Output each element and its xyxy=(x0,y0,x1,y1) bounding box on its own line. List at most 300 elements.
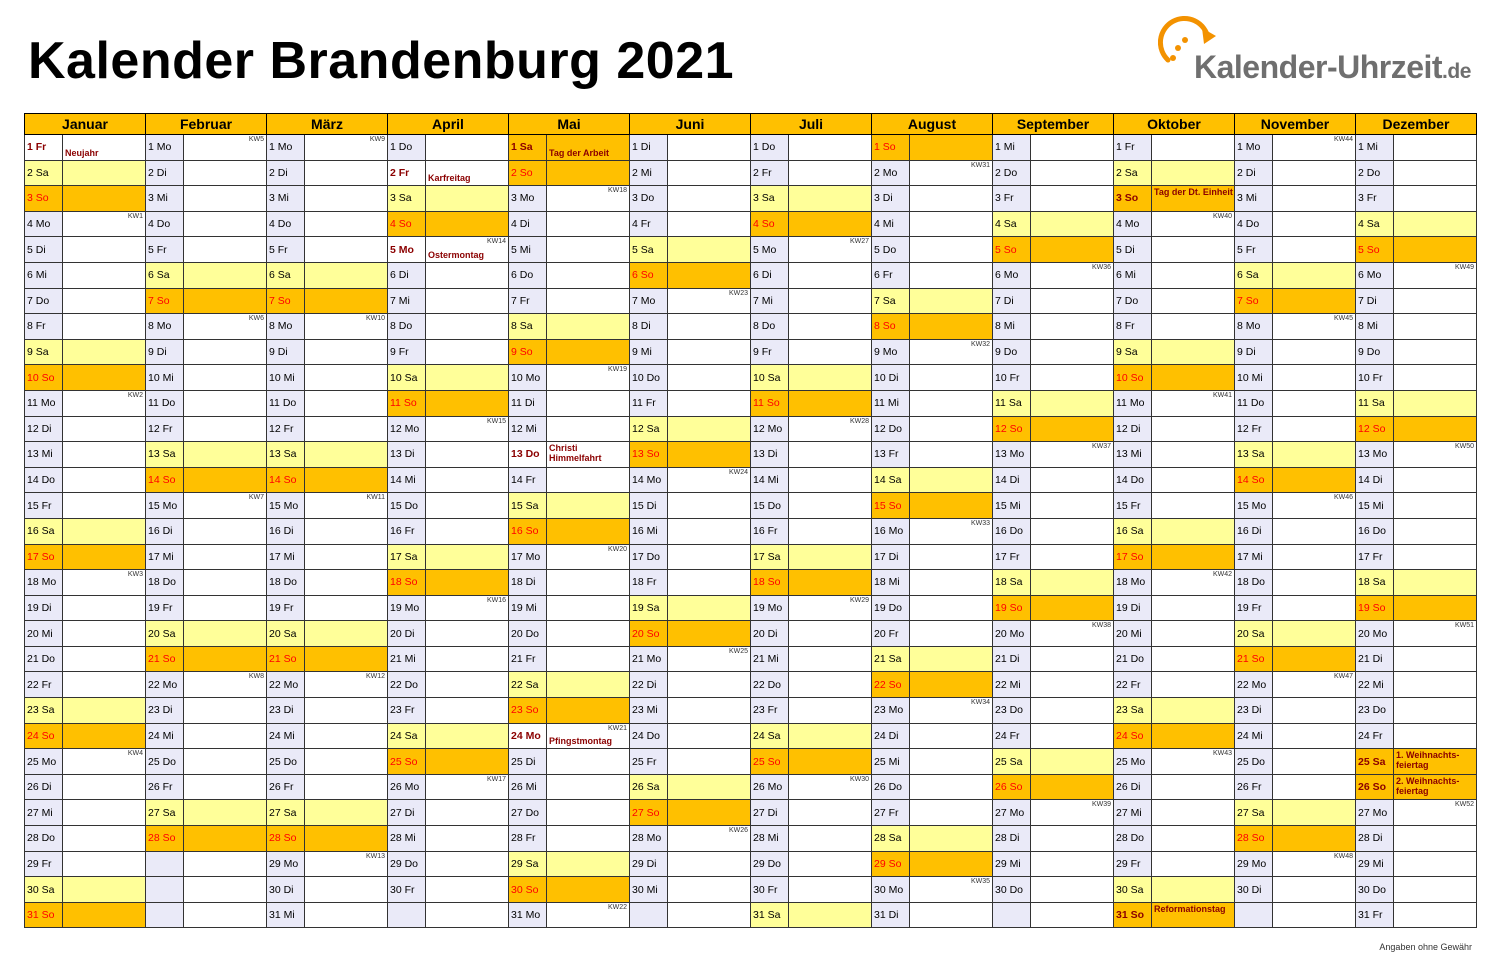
day-cell xyxy=(751,672,789,698)
day-cell xyxy=(993,237,1031,263)
day-cell xyxy=(509,211,547,237)
day-cell xyxy=(388,288,426,314)
day-label: 26 So xyxy=(995,781,1023,794)
day-cell xyxy=(388,365,426,391)
day-label: 7 Mi xyxy=(753,294,773,307)
day-cell xyxy=(25,826,63,852)
day-cell xyxy=(1114,518,1152,544)
brand-logo[interactable] xyxy=(1158,16,1478,92)
day-label: 13 Mi xyxy=(1116,448,1142,461)
day-cell xyxy=(1235,442,1273,468)
event-cell xyxy=(910,621,993,647)
day-label: 13 Mo xyxy=(995,448,1025,461)
day-label: 24 Sa xyxy=(753,729,781,742)
day-label: 17 So xyxy=(27,550,55,563)
day-cell xyxy=(630,749,668,775)
day-cell xyxy=(993,262,1031,288)
empty-day-cell xyxy=(146,851,184,877)
event-cell xyxy=(63,211,146,237)
event-cell xyxy=(547,442,630,468)
event-cell xyxy=(1031,467,1114,493)
day-label: 1 Do xyxy=(753,141,776,154)
day-cell xyxy=(751,621,789,647)
event-cell xyxy=(547,698,630,724)
day-row xyxy=(25,698,1477,724)
event-cell xyxy=(1394,186,1477,212)
day-cell xyxy=(993,570,1031,596)
event-cell xyxy=(789,237,872,263)
day-label: 28 Mi xyxy=(753,832,779,845)
event-cell xyxy=(305,135,388,161)
day-label: 29 So xyxy=(874,857,902,870)
day-cell xyxy=(872,262,910,288)
week-number: KW19 xyxy=(607,366,627,374)
day-label: 16 Di xyxy=(269,525,294,538)
day-cell xyxy=(751,467,789,493)
day-cell xyxy=(25,211,63,237)
day-cell xyxy=(993,493,1031,519)
day-cell xyxy=(388,851,426,877)
day-cell xyxy=(751,314,789,340)
day-label: 3 Sa xyxy=(390,192,412,205)
day-label: 3 Sa xyxy=(753,192,775,205)
event-cell xyxy=(547,262,630,288)
event-cell xyxy=(1394,135,1477,161)
day-label: 6 Mo xyxy=(995,269,1019,282)
day-cell xyxy=(630,877,668,903)
event-cell xyxy=(1152,416,1235,442)
day-cell xyxy=(146,339,184,365)
day-label: 27 Mo xyxy=(1358,806,1388,819)
day-cell xyxy=(1114,416,1152,442)
day-label: 10 Do xyxy=(632,371,661,384)
day-cell xyxy=(25,570,63,596)
week-number: KW11 xyxy=(366,494,385,502)
event-cell xyxy=(910,749,993,775)
day-cell xyxy=(267,339,305,365)
day-label: 28 Mo xyxy=(632,832,662,845)
day-row xyxy=(25,851,1477,877)
event-cell xyxy=(426,646,509,672)
day-cell xyxy=(1235,774,1273,800)
day-cell xyxy=(1235,544,1273,570)
event-cell xyxy=(1273,493,1356,519)
day-cell xyxy=(25,237,63,263)
event-cell xyxy=(305,800,388,826)
day-cell xyxy=(267,672,305,698)
day-cell xyxy=(25,518,63,544)
event-cell xyxy=(547,749,630,775)
day-cell xyxy=(1235,288,1273,314)
day-cell xyxy=(25,339,63,365)
day-label: 16 Do xyxy=(1358,525,1387,538)
day-cell xyxy=(1114,621,1152,647)
event-cell xyxy=(789,621,872,647)
day-label: 14 So xyxy=(1237,474,1265,487)
event-cell xyxy=(1031,314,1114,340)
day-label: 27 Mi xyxy=(27,806,53,819)
event-cell xyxy=(668,621,751,647)
day-label: 20 Di xyxy=(390,627,415,640)
event-cell xyxy=(910,595,993,621)
event-cell xyxy=(1394,339,1477,365)
day-cell xyxy=(993,518,1031,544)
event-cell xyxy=(184,314,267,340)
week-number: KW13 xyxy=(365,852,385,860)
day-cell xyxy=(146,135,184,161)
week-number: KW15 xyxy=(486,417,506,425)
day-label: 5 Fr xyxy=(148,243,167,256)
day-label: 13 Mi xyxy=(27,448,53,461)
event-cell xyxy=(547,339,630,365)
event-cell xyxy=(63,595,146,621)
day-cell xyxy=(751,826,789,852)
day-cell xyxy=(25,442,63,468)
day-label: 8 Do xyxy=(753,320,776,333)
day-label: 8 Mo xyxy=(269,320,293,333)
event-cell xyxy=(1031,749,1114,775)
day-label: 8 Fr xyxy=(1116,320,1135,333)
day-label: 22 Do xyxy=(753,678,782,691)
event-cell xyxy=(305,467,388,493)
day-label: 17 So xyxy=(1116,550,1144,563)
day-cell xyxy=(25,288,63,314)
event-cell xyxy=(1394,698,1477,724)
day-label: 4 Sa xyxy=(1358,218,1380,231)
day-label: 19 So xyxy=(995,601,1023,614)
day-cell xyxy=(267,365,305,391)
day-label: 27 Mo xyxy=(995,806,1025,819)
day-label: 19 Mo xyxy=(390,601,420,614)
day-cell xyxy=(146,390,184,416)
event-cell xyxy=(63,877,146,903)
event-cell xyxy=(1394,518,1477,544)
day-cell xyxy=(751,186,789,212)
day-cell xyxy=(872,186,910,212)
event-cell xyxy=(1394,672,1477,698)
day-label: 4 So xyxy=(390,218,412,231)
day-cell xyxy=(388,467,426,493)
day-label: 31 Di xyxy=(874,909,899,922)
event-cell xyxy=(1152,800,1235,826)
day-label: 26 Do xyxy=(874,781,903,794)
day-cell xyxy=(993,646,1031,672)
day-label: 27 Do xyxy=(511,806,540,819)
day-cell xyxy=(1356,416,1394,442)
page-title: Kalender Brandenburg 2021 xyxy=(28,32,735,90)
day-label: 10 Mi xyxy=(1237,371,1263,384)
day-label: 27 Mi xyxy=(1116,806,1142,819)
event-cell xyxy=(547,467,630,493)
holiday-label: Reformationstag xyxy=(1154,903,1226,914)
event-cell xyxy=(305,646,388,672)
day-label: 22 Mi xyxy=(1358,678,1384,691)
day-label: 10 Fr xyxy=(1358,371,1383,384)
day-cell xyxy=(1235,800,1273,826)
day-label: 2 Di xyxy=(269,166,288,179)
day-label: 12 So xyxy=(995,422,1023,435)
day-label: 15 Fr xyxy=(27,499,52,512)
event-cell xyxy=(1152,570,1235,596)
day-cell xyxy=(872,211,910,237)
day-cell xyxy=(1356,160,1394,186)
event-cell xyxy=(63,186,146,212)
day-label: 26 Fr xyxy=(1237,781,1262,794)
day-row xyxy=(25,314,1477,340)
day-label: 31 So xyxy=(1116,909,1145,922)
event-cell xyxy=(1394,262,1477,288)
week-number: KW17 xyxy=(486,775,506,783)
day-cell xyxy=(1356,186,1394,212)
event-cell xyxy=(305,877,388,903)
day-cell xyxy=(872,442,910,468)
day-cell xyxy=(1356,518,1394,544)
event-cell xyxy=(184,621,267,647)
day-label: 1 Sa xyxy=(511,141,533,154)
day-label: 21 Mo xyxy=(632,653,662,666)
event-cell xyxy=(305,493,388,519)
day-cell xyxy=(25,877,63,903)
day-label: 18 So xyxy=(390,576,418,589)
day-cell xyxy=(872,621,910,647)
day-label: 7 Do xyxy=(1116,294,1139,307)
day-cell xyxy=(1114,800,1152,826)
day-label: 3 Do xyxy=(632,192,655,205)
event-cell xyxy=(910,544,993,570)
day-cell xyxy=(1114,570,1152,596)
event-cell xyxy=(1273,135,1356,161)
event-cell xyxy=(63,544,146,570)
day-label: 1 Fr xyxy=(1116,141,1135,154)
event-cell xyxy=(305,749,388,775)
day-label: 4 Fr xyxy=(632,218,651,231)
day-label: 25 So xyxy=(753,755,781,768)
event-cell xyxy=(1152,877,1235,903)
day-label: 1 Mo xyxy=(1237,141,1261,154)
event-cell xyxy=(184,186,267,212)
day-label: 17 Fr xyxy=(1358,550,1383,563)
event-cell xyxy=(1394,749,1477,775)
week-number: KW1 xyxy=(127,212,143,220)
day-cell xyxy=(509,621,547,647)
day-cell xyxy=(630,800,668,826)
day-cell xyxy=(1114,211,1152,237)
day-cell xyxy=(1235,314,1273,340)
day-label: 18 So xyxy=(753,576,781,589)
day-cell xyxy=(630,595,668,621)
day-cell xyxy=(993,698,1031,724)
event-cell xyxy=(1152,186,1235,212)
day-label: 3 Mi xyxy=(1237,192,1257,205)
week-number: KW18 xyxy=(607,187,627,195)
month-header: August xyxy=(872,114,993,135)
day-label: 4 Di xyxy=(511,218,530,231)
event-cell xyxy=(426,851,509,877)
day-cell xyxy=(751,262,789,288)
day-cell xyxy=(872,237,910,263)
day-cell xyxy=(751,774,789,800)
day-cell xyxy=(25,390,63,416)
day-label: 23 Do xyxy=(995,704,1024,717)
day-label: 12 Mo xyxy=(753,422,783,435)
day-label: 19 Mi xyxy=(511,601,537,614)
day-label: 5 Fr xyxy=(1237,243,1256,256)
event-cell xyxy=(910,646,993,672)
day-cell xyxy=(1114,723,1152,749)
holiday-label: 2. Weihnachts-feiertag xyxy=(1396,775,1460,796)
day-label: 21 So xyxy=(1237,653,1265,666)
day-label: 20 Mo xyxy=(995,627,1025,640)
day-cell xyxy=(1235,595,1273,621)
day-row xyxy=(25,365,1477,391)
event-cell xyxy=(184,570,267,596)
event-cell xyxy=(1152,851,1235,877)
day-label: 20 Do xyxy=(511,627,540,640)
day-label: 14 So xyxy=(148,474,176,487)
day-row xyxy=(25,160,1477,186)
day-label: 29 Fr xyxy=(27,857,52,870)
day-row xyxy=(25,544,1477,570)
event-cell xyxy=(1152,390,1235,416)
day-cell xyxy=(993,467,1031,493)
event-cell xyxy=(1273,314,1356,340)
event-cell xyxy=(668,135,751,161)
event-cell xyxy=(789,774,872,800)
day-row xyxy=(25,774,1477,800)
day-label: 25 Mo xyxy=(1116,755,1146,768)
day-cell xyxy=(1235,570,1273,596)
event-cell xyxy=(1031,621,1114,647)
day-cell xyxy=(751,851,789,877)
day-label: 25 Di xyxy=(511,755,536,768)
day-cell xyxy=(1114,698,1152,724)
day-cell xyxy=(146,160,184,186)
day-cell xyxy=(993,826,1031,852)
day-label: 11 Do xyxy=(148,397,176,410)
day-cell xyxy=(509,186,547,212)
event-cell xyxy=(426,442,509,468)
day-cell xyxy=(872,288,910,314)
day-label: 22 Fr xyxy=(27,678,52,691)
day-cell xyxy=(509,416,547,442)
event-cell xyxy=(910,723,993,749)
day-cell xyxy=(630,621,668,647)
day-cell xyxy=(630,365,668,391)
day-cell xyxy=(509,672,547,698)
event-cell xyxy=(668,826,751,852)
day-cell xyxy=(388,186,426,212)
day-label: 7 Sa xyxy=(874,294,896,307)
event-cell xyxy=(305,160,388,186)
day-label: 6 So xyxy=(632,269,654,282)
day-label: 17 Fr xyxy=(995,550,1020,563)
day-cell xyxy=(509,723,547,749)
event-cell xyxy=(668,186,751,212)
day-cell xyxy=(751,877,789,903)
event-cell xyxy=(305,518,388,544)
day-cell xyxy=(751,646,789,672)
event-cell xyxy=(63,672,146,698)
event-cell xyxy=(547,544,630,570)
day-cell xyxy=(630,570,668,596)
day-cell xyxy=(267,595,305,621)
week-number: KW36 xyxy=(1091,263,1111,271)
day-label: 24 Di xyxy=(874,729,899,742)
day-cell xyxy=(872,672,910,698)
day-label: 2 Di xyxy=(148,166,167,179)
event-cell xyxy=(910,186,993,212)
event-cell xyxy=(668,493,751,519)
event-cell xyxy=(184,544,267,570)
day-cell xyxy=(1114,493,1152,519)
event-cell xyxy=(547,621,630,647)
day-cell xyxy=(267,416,305,442)
empty-day-cell xyxy=(146,902,184,928)
event-cell xyxy=(1031,570,1114,596)
day-cell xyxy=(751,493,789,519)
week-number: KW23 xyxy=(728,289,748,297)
event-cell xyxy=(668,672,751,698)
day-label: 27 Sa xyxy=(148,806,176,819)
day-label: 1 Mi xyxy=(995,141,1015,154)
event-cell xyxy=(789,826,872,852)
event-cell xyxy=(426,288,509,314)
event-cell xyxy=(426,262,509,288)
day-cell xyxy=(751,723,789,749)
day-label: 30 Do xyxy=(1358,883,1387,896)
day-label: 9 Fr xyxy=(753,346,772,359)
day-cell xyxy=(872,135,910,161)
month-header: November xyxy=(1235,114,1356,135)
day-label: 10 Sa xyxy=(390,371,418,384)
day-label: 28 So xyxy=(269,832,297,845)
day-label: 12 Di xyxy=(1116,422,1141,435)
event-cell xyxy=(1152,262,1235,288)
day-cell xyxy=(509,314,547,340)
day-label: 16 Fr xyxy=(753,525,778,538)
event-cell xyxy=(1152,160,1235,186)
day-cell xyxy=(146,467,184,493)
day-cell xyxy=(267,211,305,237)
day-cell xyxy=(509,339,547,365)
event-cell xyxy=(1273,749,1356,775)
day-cell xyxy=(25,698,63,724)
day-label: 30 Mi xyxy=(632,883,658,896)
event-cell xyxy=(184,467,267,493)
day-cell xyxy=(1114,390,1152,416)
day-label: 18 Mo xyxy=(1116,576,1146,589)
day-label: 30 Sa xyxy=(27,883,55,896)
day-label: 20 Mi xyxy=(27,627,53,640)
day-label: 26 Mo xyxy=(753,781,783,794)
event-cell xyxy=(426,518,509,544)
event-cell xyxy=(63,314,146,340)
year-calendar-table xyxy=(24,113,1477,928)
week-number: KW35 xyxy=(970,878,990,886)
day-cell xyxy=(509,595,547,621)
day-cell xyxy=(509,774,547,800)
event-cell xyxy=(1031,851,1114,877)
day-cell xyxy=(509,467,547,493)
event-cell xyxy=(184,698,267,724)
day-cell xyxy=(146,288,184,314)
day-label: 24 Mo xyxy=(511,729,541,742)
day-label: 31 Mo xyxy=(511,909,541,922)
day-label: 18 Sa xyxy=(995,576,1023,589)
event-cell xyxy=(63,390,146,416)
event-cell xyxy=(63,135,146,161)
week-number: KW32 xyxy=(970,340,990,348)
